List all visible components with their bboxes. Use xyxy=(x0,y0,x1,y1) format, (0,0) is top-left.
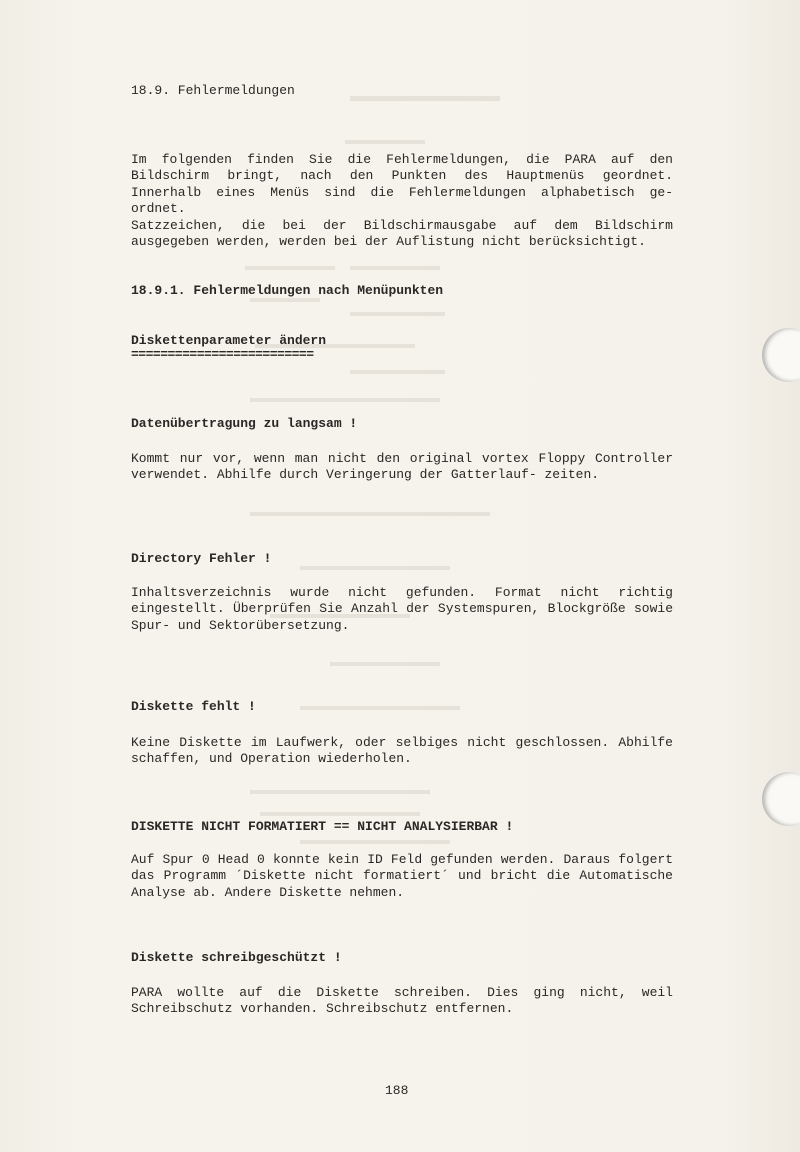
section-heading: 18.9. Fehlermeldungen xyxy=(131,83,295,98)
error-description: Keine Diskette im Laufwerk, oder selbiges nicht geschlossen. Abhilfe schaffen, und Operation wiederholen. xyxy=(131,735,673,767)
error-description: PARA wollte auf die Diskette schreiben. Dies ging nicht, weil Schreibschutz vorhanden. Schreibschutz entfernen. xyxy=(131,985,673,1017)
binder-punch-hole xyxy=(762,772,800,826)
error-title: Datenübertragung zu langsam ! xyxy=(131,416,358,431)
error-title: Diskette schreibgeschützt ! xyxy=(131,950,342,965)
page-number: 188 xyxy=(385,1083,409,1098)
error-title: Diskette fehlt ! xyxy=(131,699,256,714)
error-title: DISKETTE NICHT FORMATIERT == NICHT ANALYSIERBAR ! xyxy=(131,819,514,834)
error-description: Kommt nur vor, wenn man nicht den original vortex Floppy Controller verwendet. Abhilfe durch Veringerung der Gatterlauf- zeiten. xyxy=(131,451,673,483)
binder-punch-hole xyxy=(762,328,800,382)
subsection-heading: 18.9.1. Fehlermeldungen nach Menüpunkten xyxy=(131,283,444,298)
intro-paragraph: Im folgenden finden Sie die Fehlermeldungen, die PARA auf den Bildschirm bringt, nach den Punkten des Hauptmenüs geordnet. Innerhalb eines Menüs sind die Fehlermeldungen alphabetisch ge- ordnet. xyxy=(131,152,673,217)
error-description: Auf Spur 0 Head 0 konnte kein ID Feld gefunden werden. Daraus folgert das Programm ´Diskette nicht formatiert´ und bricht die Automatische Analyse ab. Andere Diskette nehmen. xyxy=(131,852,673,900)
error-title: Directory Fehler ! xyxy=(131,551,272,566)
intro-paragraph-2: Satzzeichen, die bei der Bildschirmausgabe auf dem Bildschirm ausgegeben werden, werden bei der Auflistung nicht berücksichtigt. xyxy=(131,218,673,250)
error-description: Inhaltsverzeichnis wurde nicht gefunden. Format nicht richtig eingestellt. Überprüfen Sie Anzahl der Systemspuren, Blockgröße sowie Spur- und Sektorübersetzung. xyxy=(131,585,673,633)
menu-title-underline: ========================= xyxy=(131,347,314,362)
menu-title: Diskettenparameter ändern xyxy=(131,333,327,348)
